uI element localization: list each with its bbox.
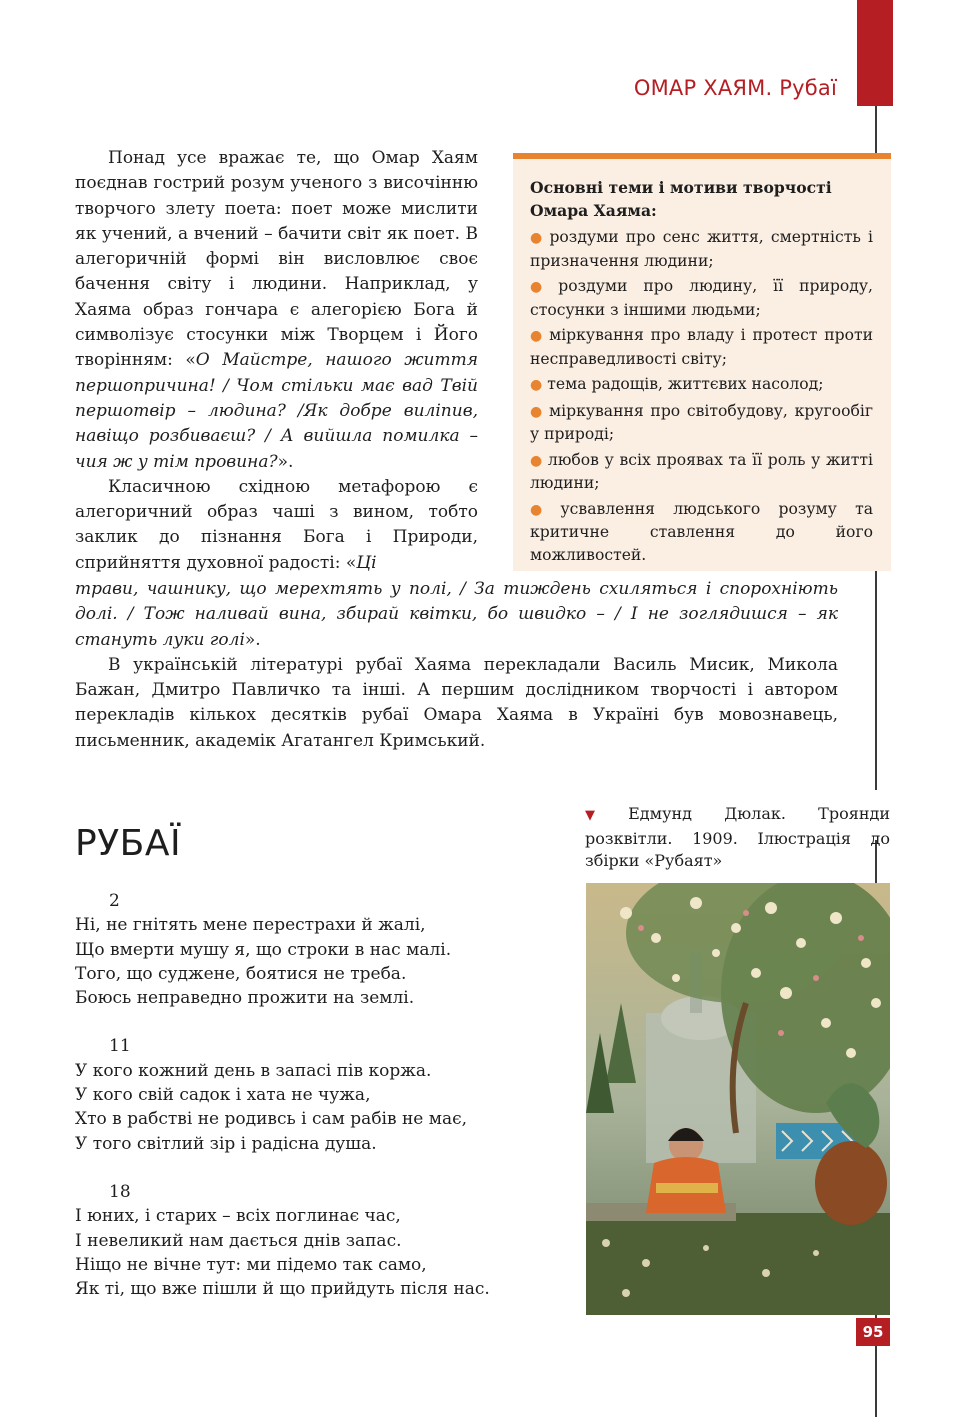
intro-paragraph-1: Понад усе вражає те, що Омар Хаям поєднав гострий розум ученого з височінню творчого злету поета: поет може мислити як учений, а вчений – бачити світ як поет. В алегоричній формі він висловлює своє бачення світу і людини. Наприклад, у Хаяма образ гончара є алегорією Бога й символізує стосунки між Творцем і Його творінням: «О Майстре, нашого життя першопричина! / Чом стільки має вад Твій першотвір – людина? /Як добре виліпив, навіщо розбиваєш? / А вийшла помилка – чия ж у тім провина?».	[75, 148, 478, 472]
poem-number: 18	[109, 1181, 131, 1202]
bullet-icon: ●	[530, 403, 544, 420]
poem-number: 2	[109, 891, 120, 911]
themes-box-title: Основні теми і мотиви творчості Омара Хаяма:	[530, 178, 832, 220]
bullet-icon: ●	[530, 501, 556, 518]
page-number: 95	[856, 1318, 890, 1346]
poem-line: У того світлий зір і радісна душа.	[75, 1133, 377, 1154]
poem	[75, 1034, 490, 1155]
triangle-down-icon: ▼	[585, 808, 623, 823]
poem-line: Як ті, що вже пішли й що прийдуть після нас.	[75, 1279, 490, 1300]
poem-number: 11	[109, 1036, 131, 1057]
themes-box	[513, 153, 891, 571]
poem-line: І невеликий нам дається днів запас.	[75, 1230, 402, 1251]
theme-item: ● тема радощів, життєвих насолод;	[530, 375, 824, 393]
illustration-image	[586, 883, 890, 1315]
poem-line: Що вмерти мушу я, що строки в нас малі.	[75, 939, 452, 960]
poem-line: Боюсь неправедно прожити на землі.	[75, 988, 415, 1009]
poem-line: У кого кожний день в запасі пів коржа.	[75, 1060, 432, 1081]
poem-line: Хто в рабстві не родивсь і сам рабів не має,	[75, 1109, 468, 1130]
poem-line: Ні, не гнітять мене перестрахи й жалі,	[75, 915, 426, 936]
theme-item: ● усвавлення людського розуму та критичне ставлення до його можливостей.	[530, 499, 874, 564]
poem-line: Ніщо не вічне тут: ми підемо так само,	[75, 1254, 427, 1275]
poem	[75, 889, 490, 1010]
bullet-icon: ●	[530, 230, 545, 246]
theme-item: ● любов у всіх проявах та її роль у житті людини;	[530, 450, 873, 492]
intro-paragraph-2-end: трави, чашнику, що мерехтять у полі, / За тиждень схиляться і спорохніють долі. / Тож наливай вина, збирай квітки, бо швидко – / І не зоглядишся – як стануть луки голі».	[75, 579, 838, 650]
bullet-icon: ●	[530, 377, 543, 393]
intro-paragraph-2-start: Класичною східною метафорою є алегоричний образ чаші з вином, тобто заклик до пізнання Бога і Природи, сприйняття духовної радості: «Ці	[75, 476, 478, 573]
intro-paragraph-3: В українській літературі рубаї Хаяма перекладали Василь Мисик, Микола Бажан, Дмитро Павличко та інші. А першим дослідником творчості і автором перекладів кількох десятків рубаї Омара Хаяма в Україні був мовознавець, письменник, академік Агатангел Кримський.	[75, 654, 838, 751]
running-header: ОМАР ХАЯМ. Рубаї	[633, 76, 837, 100]
section-title: РУБАЇ	[75, 823, 182, 864]
theme-item: ● роздуми про сенс життя, смертність і призначення людини;	[530, 228, 874, 270]
theme-item: ● роздуми про людину, її природу, стосунки з іншими людьми;	[530, 277, 873, 319]
bullet-icon: ●	[530, 328, 545, 344]
poem-line: І юних, і старих – всіх поглинає час,	[75, 1206, 401, 1227]
body-text	[75, 577, 838, 754]
theme-item: ● міркування про світобудову, кругообіг у природі;	[530, 401, 873, 443]
poems	[75, 889, 490, 1325]
poem-line: У кого свій садок і хата не чужа,	[75, 1085, 371, 1106]
theme-item: ● міркування про владу і протест проти несправедливості світу;	[530, 326, 874, 368]
bullet-icon: ●	[530, 279, 554, 295]
poem	[75, 1180, 490, 1301]
poem-line: Того, що суджене, боятися не треба.	[75, 963, 407, 984]
intro-column	[75, 146, 478, 576]
bullet-icon: ●	[530, 452, 543, 469]
illustration-caption: ▼ Едмунд Дюлак. Троянди розквітли. 1909. Ілюстрація до збірки «Рубаят»	[585, 804, 890, 870]
header-accent-tab	[857, 0, 893, 106]
